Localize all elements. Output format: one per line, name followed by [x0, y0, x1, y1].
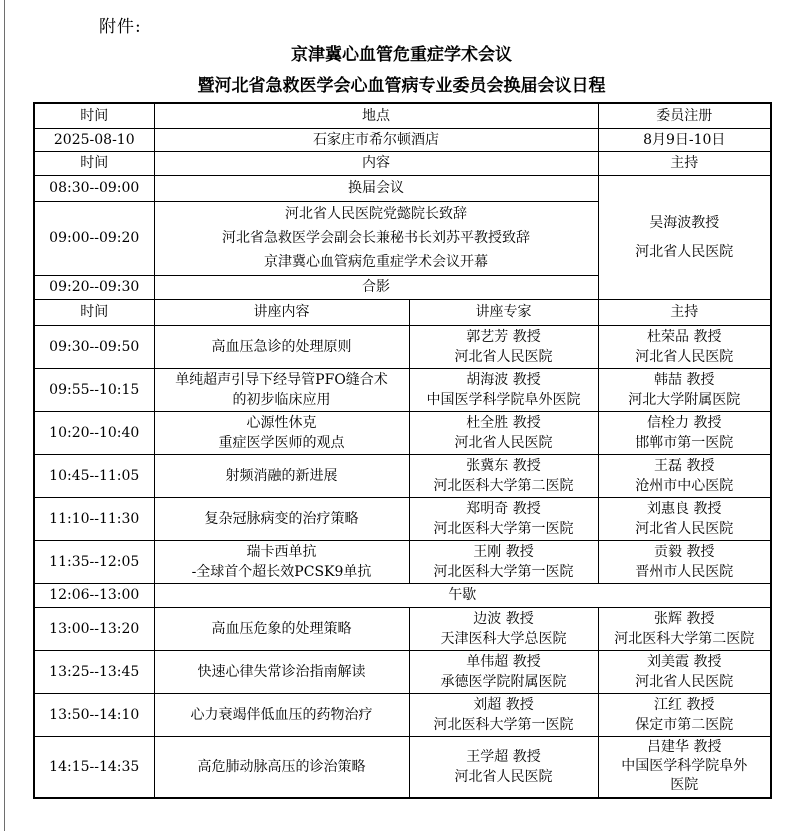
topic-cell: 射频消融的新进展 [154, 454, 409, 497]
break-row [34, 583, 771, 607]
attachment-label: 附件: [99, 17, 142, 37]
time-cell: 10:20--10:40 [34, 411, 154, 454]
content-cell: 合影 [154, 275, 598, 299]
schedule-row [34, 736, 771, 798]
time-cell: 11:10--11:30 [34, 497, 154, 540]
expert-hospital: 河北省人民医院 [454, 434, 553, 451]
host-name: 贡毅 教授 [654, 543, 715, 560]
lecture-header-time: 时间 [34, 299, 154, 325]
topic-line: 瑞卡西单抗 [246, 543, 317, 560]
content-cell: 换届会议 [154, 175, 598, 201]
host-name: 吴海波教授 [649, 214, 720, 231]
expert-hospital: 天津医科大学总医院 [440, 630, 567, 647]
host-cell [598, 411, 771, 454]
expert-hospital: 河北医科大学第一医院 [433, 563, 574, 580]
expert-hospital: 承德医学院附属医院 [440, 673, 567, 690]
topic-line: 心源性休克 [246, 414, 317, 431]
expert-name: 刘超 教授 [473, 696, 534, 713]
expert-hospital: 河北医科大学第一医院 [433, 716, 574, 733]
content-line: 河北省急救医学会副会长兼秘书长刘苏平教授致辞 [222, 230, 530, 246]
topic-line: 的初步临床应用 [232, 391, 331, 408]
host-hospital: 晋州市人民医院 [635, 563, 734, 580]
info-row [34, 128, 771, 151]
schedule-row [34, 540, 771, 583]
title-line-1: 京津冀心血管危重症学术会议 [291, 45, 512, 65]
host-cell [598, 650, 771, 693]
topic-cell: 高危肺动脉高压的诊治策略 [154, 736, 409, 798]
expert-name: 单伟超 教授 [466, 653, 541, 670]
topic-cell [154, 411, 409, 454]
expert-hospital: 中国医学科学院阜外医院 [426, 391, 581, 408]
schedule-table [33, 102, 772, 799]
expert-cell [409, 650, 598, 693]
expert-name: 郭艺芳 教授 [466, 328, 541, 345]
time-cell: 13:00--13:20 [34, 607, 154, 650]
info-header-row [34, 103, 771, 128]
document-title [33, 44, 770, 97]
info-date-cell: 2025-08-10 [34, 128, 154, 151]
info-registration-cell: 8月9日-10日 [598, 128, 771, 151]
topic-cell: 复杂冠脉病变的治疗策略 [154, 497, 409, 540]
host-name: 韩喆 教授 [654, 371, 715, 388]
topic-cell [154, 368, 409, 411]
expert-name: 边波 教授 [473, 610, 534, 627]
host-cell [598, 454, 771, 497]
host-cell [598, 175, 771, 299]
info-header-location: 地点 [154, 103, 598, 128]
time-cell: 10:45--11:05 [34, 454, 154, 497]
expert-cell [409, 368, 598, 411]
host-cell [598, 607, 771, 650]
topic-cell: 高血压危象的处理策略 [154, 607, 409, 650]
expert-cell [409, 411, 598, 454]
host-hospital: 医院 [670, 777, 699, 794]
schedule-row [34, 325, 771, 368]
expert-name: 王学超 教授 [466, 748, 541, 765]
expert-name: 胡海波 教授 [466, 371, 541, 388]
expert-hospital: 河北医科大学第二医院 [433, 477, 574, 494]
schedule-row [34, 693, 771, 736]
opening-header-row [34, 151, 771, 175]
topic-cell: 高血压急诊的处理原则 [154, 325, 409, 368]
host-cell [598, 325, 771, 368]
host-name: 刘惠良 教授 [647, 500, 722, 517]
time-cell: 14:15--14:35 [34, 736, 154, 798]
host-hospital: 保定市第二医院 [635, 716, 734, 733]
host-hospital: 河北省人民医院 [635, 243, 734, 260]
schedule-row [34, 175, 771, 201]
schedule-row [34, 411, 771, 454]
lecture-header-row [34, 299, 771, 325]
time-cell: 09:20--09:30 [34, 275, 154, 299]
info-location-cell: 石家庄市希尔顿酒店 [154, 128, 598, 151]
schedule-row [34, 368, 771, 411]
opening-header-content: 内容 [154, 151, 598, 175]
expert-cell [409, 540, 598, 583]
expert-cell [409, 607, 598, 650]
host-hospital: 河北大学附属医院 [628, 391, 741, 408]
expert-name: 郑明奇 教授 [466, 500, 541, 517]
host-name: 杜荣品 教授 [647, 328, 722, 345]
time-cell: 13:25--13:45 [34, 650, 154, 693]
page-edge-line [4, 0, 5, 831]
host-hospital: 沧州市中心医院 [635, 477, 734, 494]
lecture-header-host: 主持 [598, 299, 771, 325]
time-cell: 09:55--10:15 [34, 368, 154, 411]
host-cell [598, 368, 771, 411]
expert-name: 张冀东 教授 [466, 457, 541, 474]
schedule-row [34, 454, 771, 497]
host-cell [598, 736, 771, 798]
topic-line: -全球首个超长效PCSK9单抗 [191, 563, 372, 580]
host-name: 王磊 教授 [654, 457, 715, 474]
host-cell [598, 497, 771, 540]
topic-cell [154, 540, 409, 583]
title-line-2: 暨河北省急救医学会心血管病专业委员会换届会议日程 [197, 76, 606, 96]
content-line: 京津冀心血管病危重症学术会议开幕 [264, 254, 488, 270]
host-hospital: 中国医学科学院阜外 [621, 758, 748, 775]
time-cell: 08:30--09:00 [34, 175, 154, 201]
expert-cell [409, 454, 598, 497]
topic-cell: 快速心律失常诊治指南解读 [154, 650, 409, 693]
host-name: 张辉 教授 [654, 610, 715, 627]
content-line: 河北省人民医院党懿院长致辞 [285, 206, 467, 222]
time-cell: 13:50--14:10 [34, 693, 154, 736]
break-label-cell: 午歇 [154, 583, 771, 607]
expert-cell [409, 693, 598, 736]
topic-line: 重症医学医师的观点 [218, 434, 345, 451]
host-hospital: 河北省人民医院 [635, 520, 734, 537]
host-name: 信栓力 教授 [647, 414, 722, 431]
expert-name: 杜全胜 教授 [466, 414, 541, 431]
host-cell [598, 540, 771, 583]
expert-hospital: 河北医科大学第一医院 [433, 520, 574, 537]
expert-cell [409, 325, 598, 368]
expert-cell [409, 736, 598, 798]
schedule-row [34, 650, 771, 693]
time-cell: 12:06--13:00 [34, 583, 154, 607]
expert-hospital: 河北省人民医院 [454, 768, 553, 785]
time-cell: 09:00--09:20 [34, 201, 154, 275]
host-name: 江红 教授 [654, 696, 715, 713]
host-hospital: 河北省人民医院 [635, 673, 734, 690]
time-cell: 11:35--12:05 [34, 540, 154, 583]
info-header-time: 时间 [34, 103, 154, 128]
opening-header-time: 时间 [34, 151, 154, 175]
content-cell [154, 201, 598, 275]
time-cell: 09:30--09:50 [34, 325, 154, 368]
expert-hospital: 河北省人民医院 [454, 348, 553, 365]
host-hospital: 河北医科大学第二医院 [614, 630, 755, 647]
lecture-header-topic: 讲座内容 [154, 299, 409, 325]
schedule-row [34, 497, 771, 540]
host-name: 吕建华 教授 [647, 739, 722, 756]
host-name: 刘美霞 教授 [647, 653, 722, 670]
info-header-registration: 委员注册 [598, 103, 771, 128]
expert-name: 王刚 教授 [473, 543, 534, 560]
opening-header-host: 主持 [598, 151, 771, 175]
topic-cell: 心力衰竭伴低血压的药物治疗 [154, 693, 409, 736]
expert-cell [409, 497, 598, 540]
host-hospital: 河北省人民医院 [635, 348, 734, 365]
topic-line: 单纯超声引导下经导管PFO缝合术 [175, 371, 388, 388]
schedule-row [34, 607, 771, 650]
host-cell [598, 693, 771, 736]
host-hospital: 邯郸市第一医院 [635, 434, 734, 451]
lecture-header-expert: 讲座专家 [409, 299, 598, 325]
